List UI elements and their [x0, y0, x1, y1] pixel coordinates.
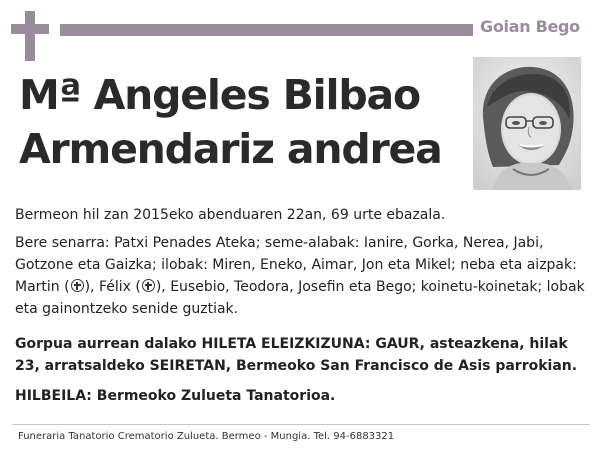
- family-text-3: ), Eusebio, Teodora, Josefin eta Bego; koinetu-koinetak; lobak eta gainontzeko senide guztiak.: [15, 279, 585, 317]
- name-line-2: Armendariz andrea: [19, 125, 442, 173]
- footer-divider: [12, 424, 590, 425]
- funeral-details: Gorpua aurrean dalako HILETA ELEIZKIZUNA: GAUR, asteazkena, hilak 23, arratsaldeko SEIRETAN, Bermeoko San Francisco de Asis parrokian.: [15, 336, 578, 374]
- footer-contact: Funeraria Tanatorio Crematorio Zulueta. Bermeo - Mungia. Tel. 94-6883321: [18, 431, 395, 442]
- header-bar: [60, 24, 473, 36]
- cross-icon: [11, 11, 49, 61]
- death-announcement: Bermeon hil zan 2015eko abenduaren 22an, 69 urte ebazala.: [15, 207, 446, 223]
- name-line-1: Mª Angeles Bilbao: [19, 71, 420, 119]
- family-text-1: Bere senarra: Patxi Penades Ateka; seme-alabak: Ianire, Gorka, Nerea, Jabi, Gotzone eta Gaizka; ilobak: Miren, Eneko, Aimar, Jon eta Mikel; neba eta aizpak: Martin (: [15, 235, 577, 295]
- portrait-photo: [473, 57, 581, 190]
- deceased-name: [19, 68, 469, 176]
- wake-location: HILBEILA: Bermeoko Zulueta Tanatorioa.: [15, 388, 336, 404]
- deceased-cross-icon: [142, 279, 155, 292]
- brand-title: Goian Bego: [480, 17, 580, 36]
- deceased-cross-icon: [71, 279, 84, 292]
- family-list: [15, 232, 587, 320]
- family-text-2: ), Félix (: [84, 279, 141, 295]
